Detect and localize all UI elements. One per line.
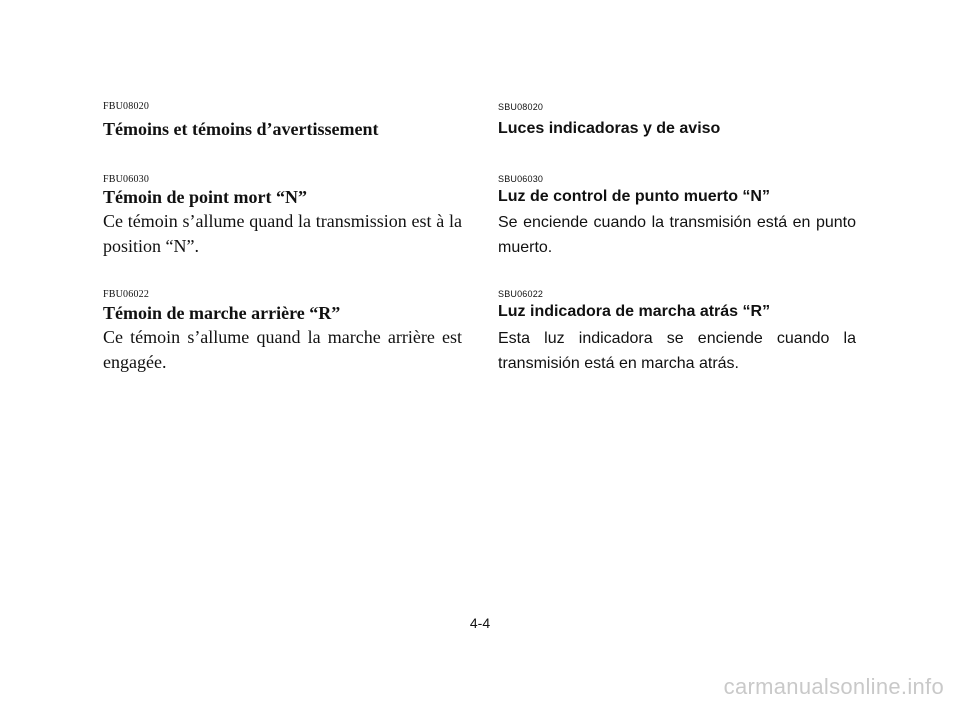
section-code: SBU06030	[498, 174, 544, 184]
section-title: Luces indicadoras y de aviso	[498, 120, 721, 137]
section-code: FBU06022	[103, 289, 150, 300]
section-code: SBU08020	[498, 102, 544, 112]
section-text: Ce témoin s’allume quand la transmission est à la position “N”.	[103, 211, 462, 256]
section-code: SBU06022	[498, 289, 544, 299]
section-title: Témoins et témoins d’avertissement	[103, 119, 379, 139]
section-code: FBU08020	[103, 101, 150, 112]
section-title: Luz de control de punto muerto “N”	[498, 188, 770, 205]
section-text: Ce témoin s’allume quand la marche arrière est engagée.	[103, 327, 462, 372]
section-title: Luz indicadora de marcha atrás “R”	[498, 303, 771, 320]
section-text: Se enciende cuando la transmisión está en punto muerto.	[498, 214, 856, 256]
watermark: carmanualsonline.info	[723, 674, 944, 699]
section-text: Esta luz indicadora se enciende cuando la transmisión está en marcha atrás.	[498, 330, 856, 372]
section-code: FBU06030	[103, 174, 150, 185]
section-title: Témoin de point mort “N”	[103, 187, 307, 207]
page-number: 4-4	[469, 615, 491, 631]
section-title: Témoin de marche arrière “R”	[103, 303, 341, 323]
